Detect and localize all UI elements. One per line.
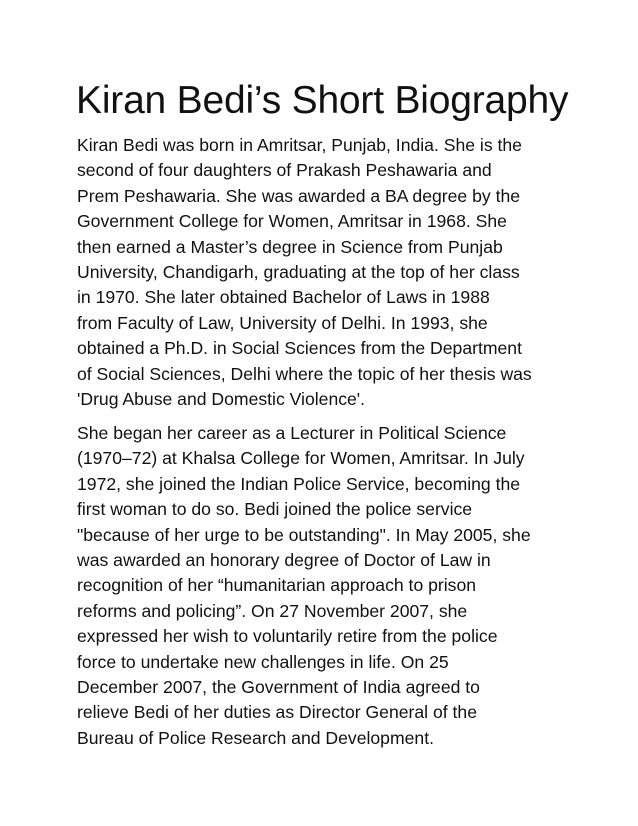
text-line: relieve Bedi of her duties as Director General of the [77,702,477,723]
text-line: "because of her urge to be outstanding". In May 2005, she [77,524,531,545]
text-line: 'Drug Abuse and Domestic Violence'. [77,389,366,410]
text-line: then earned a Master’s degree in Science from Punjab [77,236,503,257]
text-line: force to undertake new challenges in life. On 25 [77,651,449,672]
text-line: from Faculty of Law, University of Delhi. In 1993, she [77,312,488,333]
text-line: reforms and policing”. On 27 November 2007, she [77,600,468,621]
text-line: (1970–72) at Khalsa College for Women, Amritsar. In July [77,448,525,469]
text-line: December 2007, the Government of India agreed to [77,677,480,698]
text-line: Bureau of Police Research and Development. [77,727,434,748]
paragraph-early-life [77,133,567,412]
text-line: second of four daughters of Prakash Peshawaria and [77,160,492,181]
text-line: Prem Peshawaria. She was awarded a BA degree by the [77,185,521,206]
text-line: She began her career as a Lecturer in Political Science [77,423,507,443]
text-line: 1972, she joined the Indian Police Service, becoming the [77,473,521,494]
text-line: Kiran Bedi was born in Amritsar, Punjab, India. She is the [77,135,522,155]
text-line: first woman to do so. Bedi joined the police service [77,499,473,520]
paragraph-career [77,421,567,751]
text-line: University, Chandigarh, graduating at the top of her class [77,262,520,283]
document-title: Kiran Bedi’s Short Biography [76,79,569,122]
text-line: Government College for Women, Amritsar in 1968. She [77,211,507,232]
text-line: obtained a Ph.D. in Social Sciences from the Department [77,338,522,359]
text-line: recognition of her “humanitarian approach to prison [77,575,477,596]
text-line: of Social Sciences, Delhi where the topic of her thesis was [77,363,532,384]
text-line: was awarded an honorary degree of Doctor of Law in [77,550,491,571]
text-line: expressed her wish to voluntarily retire from the police [77,626,498,647]
text-line: in 1970. She later obtained Bachelor of Laws in 1988 [77,287,490,308]
